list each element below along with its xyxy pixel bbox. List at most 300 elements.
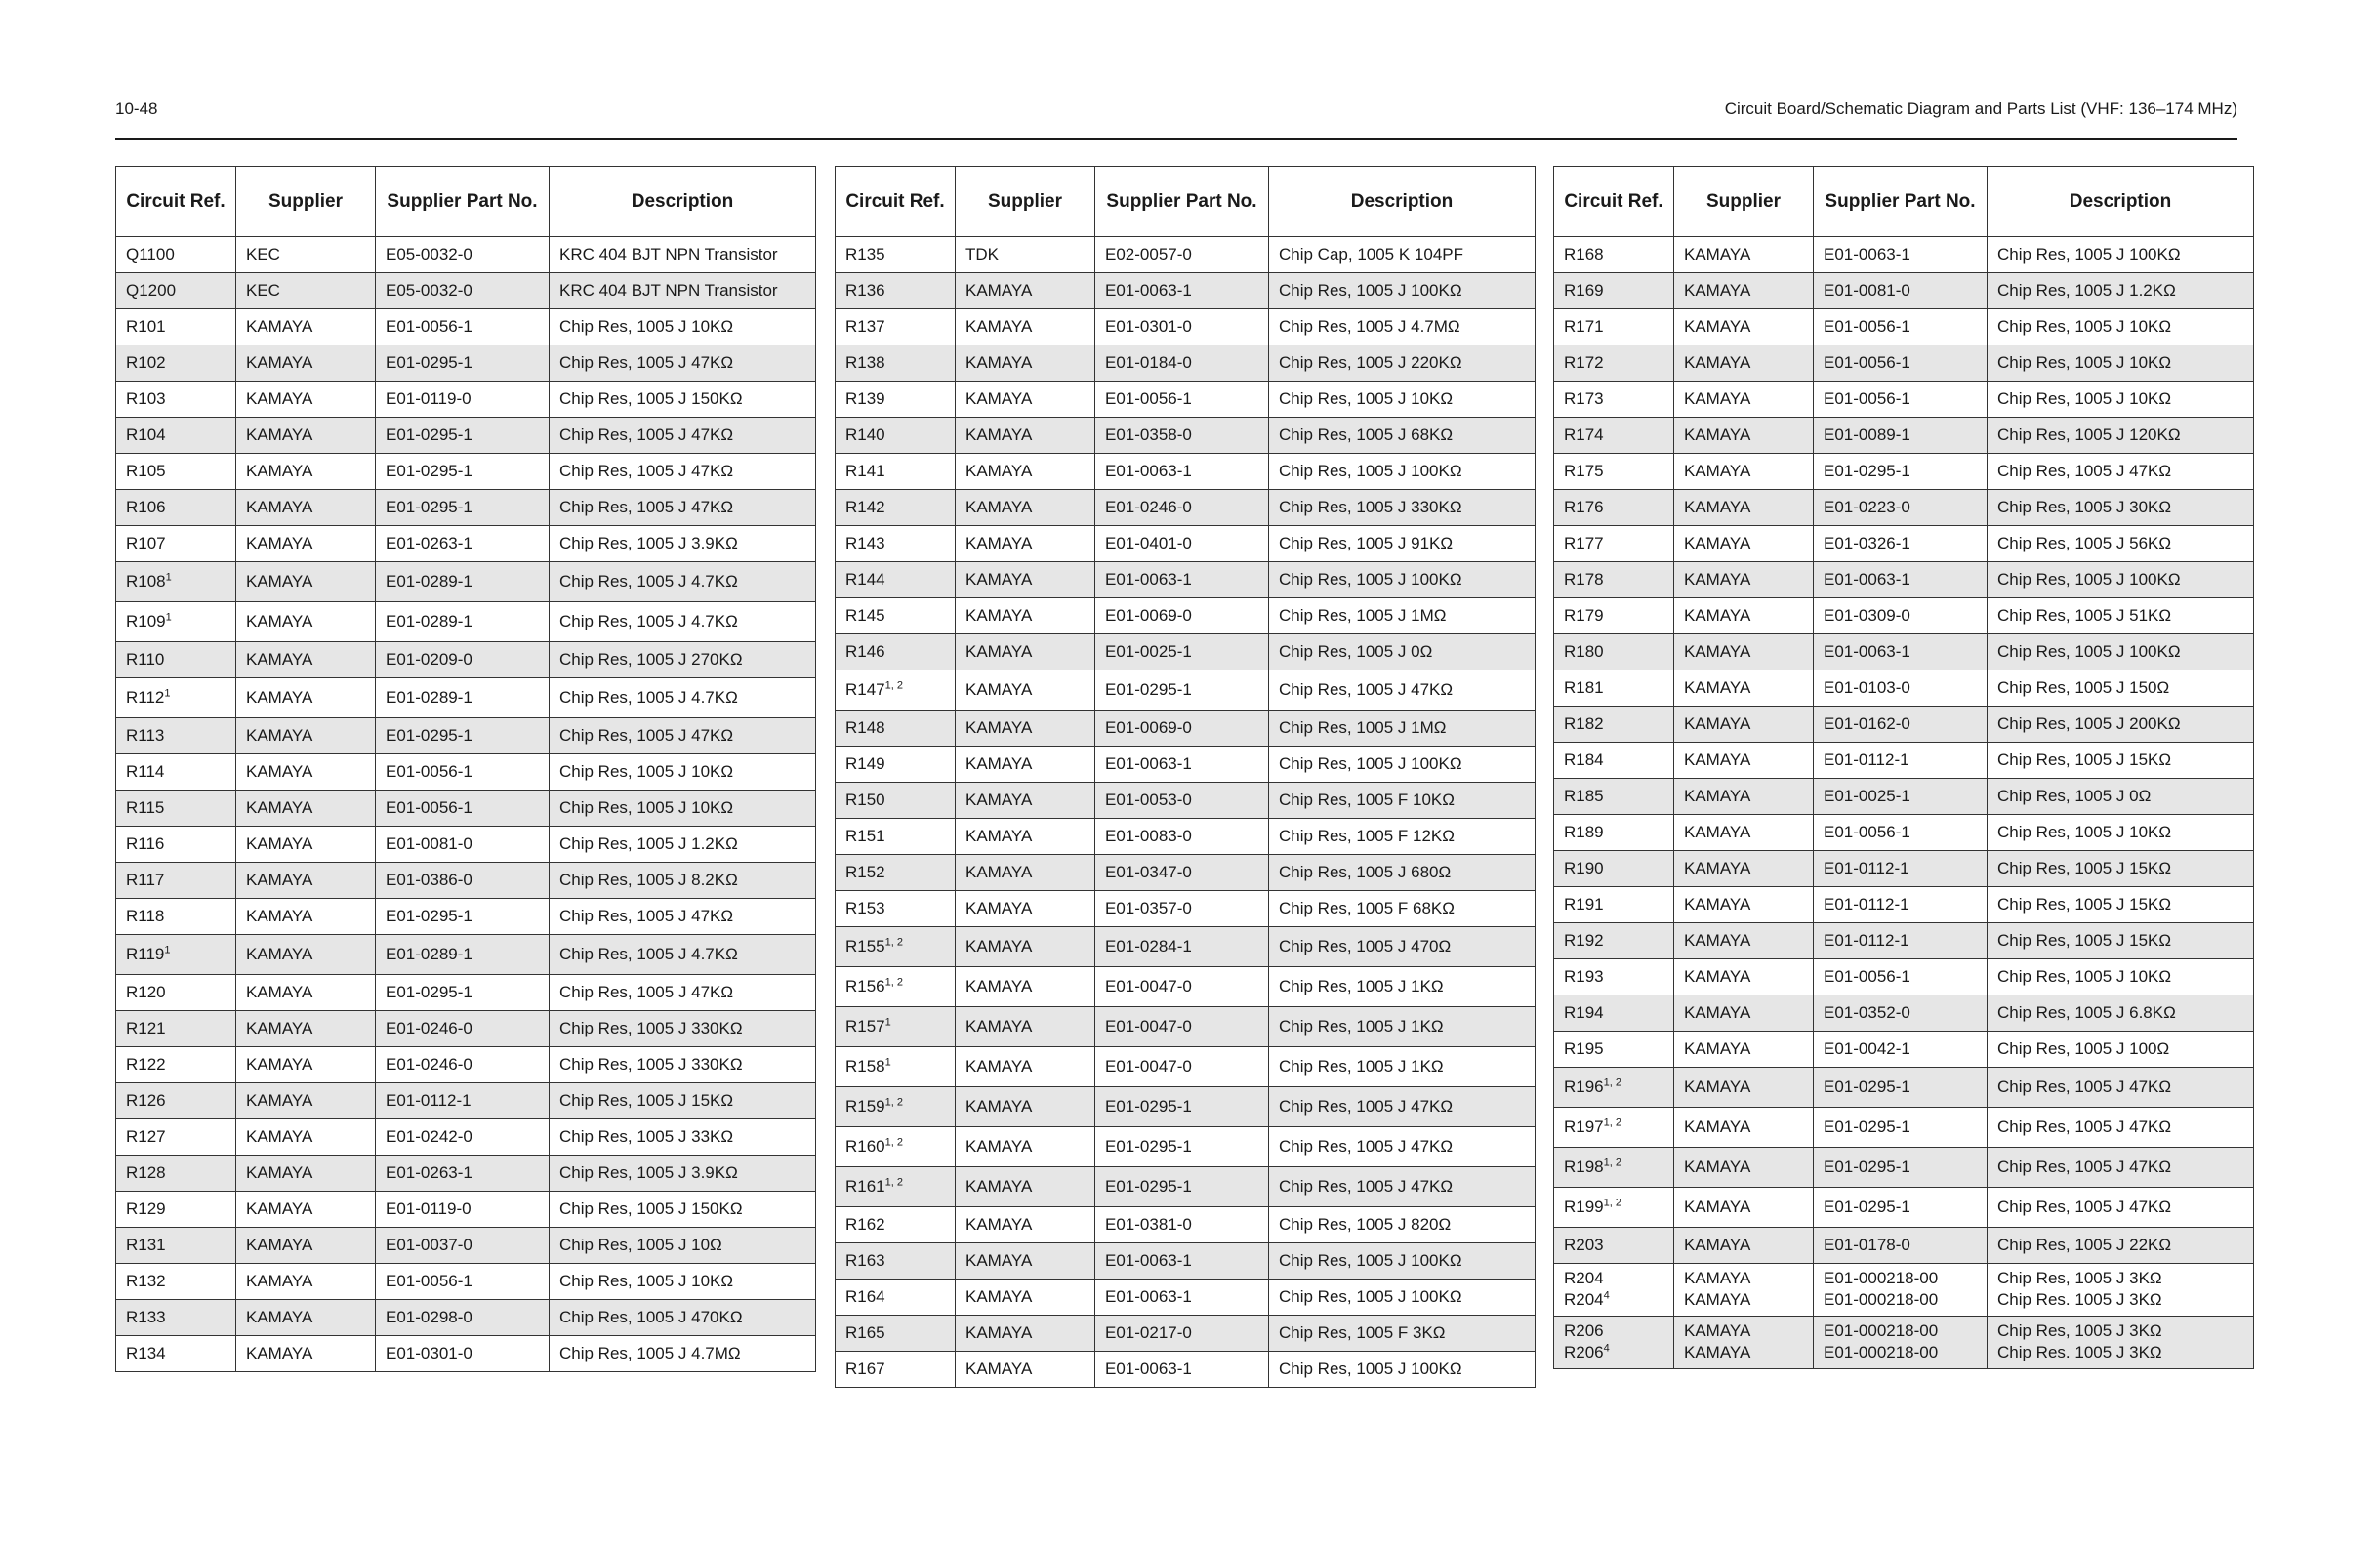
part-number: E01-0063-1 <box>1105 1287 1192 1306</box>
description: Chip Res, 1005 J 22KΩ <box>1997 1236 2172 1254</box>
circuit-ref-cell <box>116 382 236 418</box>
circuit-ref: R156 <box>845 977 885 995</box>
part-number: E01-0295-1 <box>1824 1198 1910 1216</box>
supplier: KAMAYA <box>246 462 313 480</box>
part-number-cell <box>1814 707 1988 743</box>
part-number-cell <box>376 1047 550 1083</box>
supplier: KAMAYA <box>1684 498 1751 516</box>
part-number: E01-0381-0 <box>1105 1215 1192 1234</box>
supplier-cell <box>236 454 376 490</box>
supplier-cell <box>1674 1228 1814 1264</box>
part-number-cell <box>1095 418 1269 454</box>
supplier-cell <box>1674 454 1814 490</box>
supplier-cell <box>1674 418 1814 454</box>
part-number-alt: E01-000218-00 <box>1824 1290 1939 1309</box>
part-number-cell <box>1814 418 1988 454</box>
supplier-cell <box>236 490 376 526</box>
part-number-cell <box>376 899 550 935</box>
part-number: E01-0025-1 <box>1824 787 1910 805</box>
description: Chip Res, 1005 J 100KΩ <box>1279 754 1462 773</box>
description: Chip Res, 1005 J 47KΩ <box>1997 462 2172 480</box>
part-number: E01-0217-0 <box>1105 1323 1192 1342</box>
supplier: KAMAYA <box>965 791 1033 809</box>
supplier-cell <box>956 237 1095 273</box>
table-row <box>1554 670 2254 707</box>
description-cell <box>1269 237 1536 273</box>
part-number: E01-0295-1 <box>386 498 472 516</box>
supplier-alt: KAMAYA <box>1684 1343 1751 1361</box>
supplier-cell <box>956 1167 1095 1207</box>
description: Chip Res, 1005 J 10KΩ <box>559 1272 734 1290</box>
circuit-ref: R168 <box>1564 245 1604 264</box>
description-cell <box>550 863 816 899</box>
supplier-cell <box>956 783 1095 819</box>
part-number-cell <box>1095 670 1269 711</box>
part-number: E01-0246-0 <box>386 1055 472 1074</box>
part-number: E01-0063-1 <box>1105 462 1192 480</box>
part-number-cell <box>1814 887 1988 923</box>
supplier: KAMAYA <box>246 1308 313 1326</box>
description-cell <box>550 1336 816 1372</box>
supplier-cell <box>956 1352 1095 1388</box>
part-number-cell <box>1814 1264 1988 1317</box>
description-cell <box>1269 783 1536 819</box>
supplier: KAMAYA <box>1684 967 1751 986</box>
supplier-cell <box>1674 1148 1814 1188</box>
part-number: E02-0057-0 <box>1105 245 1192 264</box>
circuit-ref-cell <box>1554 959 1674 995</box>
header-circuit-ref: Circuit Ref. <box>836 167 956 237</box>
circuit-ref: R165 <box>845 1323 885 1342</box>
supplier: KAMAYA <box>965 1177 1033 1196</box>
circuit-ref-cell <box>116 754 236 791</box>
circuit-ref: R141 <box>845 462 885 480</box>
part-number: E01-0295-1 <box>1824 1117 1910 1136</box>
circuit-ref-cell <box>116 1264 236 1300</box>
supplier-cell <box>1674 707 1814 743</box>
description: Chip Res, 1005 J 0Ω <box>1997 787 2152 805</box>
part-number: E01-0056-1 <box>1824 823 1910 841</box>
circuit-ref-alt <box>1564 1289 1663 1311</box>
table-row <box>116 1047 816 1083</box>
part-number: E01-0112-1 <box>386 1091 472 1110</box>
part-number-cell <box>376 345 550 382</box>
header-supplier: Supplier <box>956 167 1095 237</box>
part-number-cell <box>376 1300 550 1336</box>
table-row <box>836 819 1536 855</box>
footnote-marker: 1 <box>884 1016 891 1029</box>
supplier: KAMAYA <box>965 353 1033 372</box>
circuit-ref-cell <box>1554 454 1674 490</box>
description-cell <box>1269 1007 1536 1047</box>
description: Chip Res, 1005 J 220KΩ <box>1279 353 1462 372</box>
circuit-ref: R121 <box>126 1019 166 1037</box>
supplier-cell <box>956 1007 1095 1047</box>
circuit-ref-cell <box>116 1047 236 1083</box>
supplier: KAMAYA <box>965 317 1033 336</box>
table-row <box>116 418 816 454</box>
circuit-ref-cell <box>836 273 956 309</box>
part-number: E01-0047-0 <box>1105 1057 1192 1076</box>
description: Chip Res, 1005 J 1MΩ <box>1279 606 1447 625</box>
part-number-cell <box>1814 273 1988 309</box>
table-row <box>116 382 816 418</box>
supplier: KAMAYA <box>1684 281 1751 300</box>
part-number: E01-0056-1 <box>1824 967 1910 986</box>
part-number-cell <box>376 827 550 863</box>
description: Chip Res, 1005 F 68KΩ <box>1279 899 1455 917</box>
circuit-ref: R182 <box>1564 714 1604 733</box>
table-row <box>1554 923 2254 959</box>
circuit-ref-cell <box>836 1316 956 1352</box>
footnote-marker: 1, 2 <box>884 936 903 949</box>
supplier-alt: KAMAYA <box>1684 1290 1751 1309</box>
table-row <box>116 1011 816 1047</box>
circuit-ref-alt <box>1564 1342 1663 1363</box>
table-row <box>116 309 816 345</box>
circuit-ref-cell <box>1554 995 1674 1032</box>
circuit-ref: R146 <box>845 642 885 661</box>
part-number: E01-000218-00 <box>1824 1321 1939 1340</box>
description-cell <box>1269 345 1536 382</box>
circuit-ref-cell <box>1554 670 1674 707</box>
part-number-cell <box>376 418 550 454</box>
description: KRC 404 BJT NPN Transistor <box>559 281 778 300</box>
description: Chip Res, 1005 J 33KΩ <box>559 1127 734 1146</box>
part-number: E01-0309-0 <box>1824 606 1910 625</box>
description-cell <box>1988 887 2254 923</box>
description-cell <box>550 454 816 490</box>
circuit-ref: R195 <box>1564 1039 1604 1058</box>
table-row <box>116 678 816 718</box>
description: Chip Res, 1005 J 91KΩ <box>1279 534 1454 552</box>
circuit-ref-cell <box>836 562 956 598</box>
table-row <box>836 562 1536 598</box>
header-rule <box>115 138 2237 140</box>
description: Chip Res, 1005 J 100Ω <box>1997 1039 2170 1058</box>
part-number-cell <box>376 526 550 562</box>
supplier: KAMAYA <box>246 1055 313 1074</box>
table-row <box>116 935 816 975</box>
circuit-ref: R108 <box>126 572 166 590</box>
table-row <box>836 634 1536 670</box>
supplier: KAMAYA <box>246 871 313 889</box>
circuit-ref: R167 <box>845 1360 885 1378</box>
circuit-ref: R181 <box>1564 678 1604 697</box>
supplier: KAMAYA <box>1684 570 1751 589</box>
supplier-cell <box>956 1243 1095 1280</box>
table-row <box>116 526 816 562</box>
supplier-cell <box>236 1083 376 1119</box>
circuit-ref-cell <box>836 1352 956 1388</box>
part-number-cell <box>1814 779 1988 815</box>
circuit-ref: R138 <box>845 353 885 372</box>
supplier-cell <box>236 863 376 899</box>
description: Chip Res, 1005 J 47KΩ <box>1997 1117 2172 1136</box>
description-cell <box>550 1047 816 1083</box>
circuit-ref: R140 <box>845 426 885 444</box>
table-row <box>1554 851 2254 887</box>
supplier-cell <box>236 754 376 791</box>
supplier: KAMAYA <box>246 317 313 336</box>
supplier-cell <box>236 1192 376 1228</box>
circuit-ref: R157 <box>845 1017 885 1036</box>
part-number: E01-0246-0 <box>1105 498 1192 516</box>
footnote-marker: 1, 2 <box>884 679 903 692</box>
description: Chip Res, 1005 J 4.7KΩ <box>559 572 738 590</box>
supplier: KAMAYA <box>965 389 1033 408</box>
circuit-ref: R171 <box>1564 317 1604 336</box>
part-number: E01-0089-1 <box>1824 426 1910 444</box>
part-number: E01-0069-0 <box>1105 718 1192 737</box>
table-row <box>1554 1108 2254 1148</box>
circuit-ref-cell <box>836 1207 956 1243</box>
supplier: KAMAYA <box>1684 1077 1751 1096</box>
circuit-ref: R194 <box>1564 1003 1604 1022</box>
description-cell <box>550 237 816 273</box>
part-number: E01-0112-1 <box>1824 751 1909 769</box>
description: Chip Res, 1005 J 470Ω <box>1279 937 1452 955</box>
circuit-ref: R199 <box>1564 1198 1604 1216</box>
circuit-ref-cell <box>116 975 236 1011</box>
supplier-cell <box>956 1047 1095 1087</box>
header-circuit-ref: Circuit Ref. <box>1554 167 1674 237</box>
description-cell <box>1269 1127 1536 1167</box>
supplier-cell <box>236 1119 376 1156</box>
footnote-marker: 1, 2 <box>884 1176 903 1189</box>
circuit-ref-cell <box>116 899 236 935</box>
part-number: E01-000218-00 <box>1824 1269 1939 1287</box>
supplier: KAMAYA <box>246 688 313 707</box>
circuit-ref-cell <box>116 935 236 975</box>
part-number-cell <box>1095 1087 1269 1127</box>
supplier: KAMAYA <box>965 1097 1033 1116</box>
footnote-marker: 1, 2 <box>884 976 903 989</box>
circuit-ref: R101 <box>126 317 166 336</box>
part-number-cell <box>1814 382 1988 418</box>
part-number: E01-0081-0 <box>1824 281 1910 300</box>
description: Chip Res, 1005 J 4.7KΩ <box>559 612 738 630</box>
circuit-ref-cell <box>116 562 236 602</box>
part-number-cell <box>1095 1316 1269 1352</box>
part-number: E01-0063-1 <box>1105 570 1192 589</box>
supplier-cell <box>236 1011 376 1047</box>
supplier-cell <box>1674 309 1814 345</box>
footnote-marker: 1 <box>165 611 172 624</box>
supplier-cell <box>1674 887 1814 923</box>
circuit-ref-cell <box>1554 309 1674 345</box>
supplier-cell <box>1674 1317 1814 1369</box>
description: Chip Res, 1005 J 3.9KΩ <box>559 534 738 552</box>
circuit-ref-cell <box>1554 707 1674 743</box>
part-number-cell <box>1814 670 1988 707</box>
part-number-cell <box>1814 1068 1988 1108</box>
description-cell <box>550 1119 816 1156</box>
part-number: E01-0352-0 <box>1824 1003 1910 1022</box>
description: Chip Res, 1005 J 100KΩ <box>1997 245 2181 264</box>
description-cell <box>1269 562 1536 598</box>
description-cell <box>1269 1243 1536 1280</box>
table-row <box>116 975 816 1011</box>
description: Chip Res, 1005 F 10KΩ <box>1279 791 1455 809</box>
circuit-ref-cell <box>1554 851 1674 887</box>
description-cell <box>1269 454 1536 490</box>
description: Chip Res, 1005 J 47KΩ <box>559 426 734 444</box>
part-number: E01-0357-0 <box>1105 899 1192 917</box>
circuit-ref-cell <box>116 863 236 899</box>
description-cell <box>550 642 816 678</box>
circuit-ref-cell <box>1554 1108 1674 1148</box>
description-cell <box>1988 345 2254 382</box>
supplier: KAMAYA <box>246 907 313 925</box>
header-circuit-ref: Circuit Ref. <box>116 167 236 237</box>
description: Chip Res, 1005 J 47KΩ <box>1279 1137 1454 1156</box>
description-cell <box>550 1083 816 1119</box>
description-cell <box>1988 526 2254 562</box>
supplier: KAMAYA <box>965 462 1033 480</box>
supplier-cell <box>236 718 376 754</box>
description-cell <box>550 1300 816 1336</box>
circuit-ref: R176 <box>1564 498 1604 516</box>
table-row <box>116 1156 816 1192</box>
supplier: KAMAYA <box>1684 317 1751 336</box>
description-alt: Chip Res. 1005 J 3KΩ <box>1997 1290 2162 1309</box>
part-number: E05-0032-0 <box>386 245 472 264</box>
description-cell <box>550 899 816 935</box>
description: Chip Res, 1005 J 6.8KΩ <box>1997 1003 2176 1022</box>
description: Chip Res, 1005 J 15KΩ <box>1997 751 2172 769</box>
part-number: E01-0295-1 <box>386 907 472 925</box>
part-number-cell <box>1814 1228 1988 1264</box>
part-number-cell <box>1814 1188 1988 1228</box>
supplier-cell <box>1674 634 1814 670</box>
table-row <box>836 927 1536 967</box>
description: Chip Res, 1005 J 1.2KΩ <box>559 834 738 853</box>
description: Chip Res, 1005 J 47KΩ <box>559 983 734 1001</box>
circuit-ref-cell <box>836 747 956 783</box>
part-number-cell <box>1095 1167 1269 1207</box>
table-row <box>1554 490 2254 526</box>
table-row <box>836 382 1536 418</box>
table-row <box>1554 1188 2254 1228</box>
description-cell <box>1269 526 1536 562</box>
description-cell <box>550 1228 816 1264</box>
circuit-ref: R137 <box>845 317 885 336</box>
description: Chip Res, 1005 J 15KΩ <box>1997 931 2172 950</box>
part-number-cell <box>1814 1032 1988 1068</box>
circuit-ref-cell <box>1554 887 1674 923</box>
part-number-cell <box>1814 454 1988 490</box>
supplier: KAMAYA <box>965 863 1033 881</box>
circuit-ref: R198 <box>1564 1158 1604 1176</box>
circuit-ref-cell <box>836 309 956 345</box>
supplier: KAMAYA <box>965 937 1033 955</box>
part-number-cell <box>376 382 550 418</box>
part-number: E01-0056-1 <box>1824 389 1910 408</box>
supplier-cell <box>1674 562 1814 598</box>
circuit-ref: R127 <box>126 1127 166 1146</box>
supplier: KAMAYA <box>965 534 1033 552</box>
circuit-ref-cell <box>1554 1317 1674 1369</box>
footnote-marker: 4 <box>1603 1342 1610 1355</box>
supplier: KAMAYA <box>1684 931 1751 950</box>
circuit-ref: R131 <box>126 1236 166 1254</box>
description-cell <box>1269 670 1536 711</box>
table-row <box>1554 526 2254 562</box>
header-supplier: Supplier <box>236 167 376 237</box>
supplier-cell <box>1674 851 1814 887</box>
part-number: E01-0063-1 <box>1105 754 1192 773</box>
table-row <box>836 526 1536 562</box>
supplier-cell <box>236 526 376 562</box>
description: Chip Res, 1005 J 0Ω <box>1279 642 1433 661</box>
supplier: KAMAYA <box>1684 678 1751 697</box>
supplier-cell <box>1674 345 1814 382</box>
circuit-ref-cell <box>116 827 236 863</box>
description: Chip Res, 1005 J 100KΩ <box>1279 570 1462 589</box>
part-number-cell <box>1095 1352 1269 1388</box>
description: Chip Res, 1005 J 47KΩ <box>559 498 734 516</box>
table-row <box>116 827 816 863</box>
circuit-ref: R178 <box>1564 570 1604 589</box>
supplier: KAMAYA <box>1684 426 1751 444</box>
part-number: E01-0056-1 <box>386 798 472 817</box>
footnote-marker: 1 <box>164 944 171 956</box>
description-cell <box>1269 1207 1536 1243</box>
table-row <box>836 967 1536 1007</box>
supplier-cell <box>956 454 1095 490</box>
part-number: E01-0056-1 <box>1824 353 1910 372</box>
supplier-cell <box>236 382 376 418</box>
table-row <box>1554 345 2254 382</box>
description: Chip Res, 1005 J 15KΩ <box>559 1091 734 1110</box>
circuit-ref-cell <box>116 1083 236 1119</box>
description-cell <box>1269 819 1536 855</box>
supplier: KAMAYA <box>246 612 313 630</box>
supplier: KAMAYA <box>965 642 1033 661</box>
table-row <box>116 1300 816 1336</box>
footnote-marker: 1, 2 <box>1603 1197 1621 1209</box>
description-cell <box>1988 851 2254 887</box>
table-row <box>1554 779 2254 815</box>
supplier: KAMAYA <box>965 1057 1033 1076</box>
circuit-ref: R126 <box>126 1091 166 1110</box>
description-cell <box>550 273 816 309</box>
circuit-ref-cell <box>836 454 956 490</box>
circuit-ref-cell <box>836 598 956 634</box>
table-row <box>836 454 1536 490</box>
supplier-cell <box>1674 743 1814 779</box>
description-cell <box>1988 382 2254 418</box>
description: Chip Res, 1005 J 10KΩ <box>559 798 734 817</box>
supplier-cell <box>956 1316 1095 1352</box>
supplier: KAMAYA <box>246 534 313 552</box>
part-number: E01-0063-1 <box>1105 1360 1192 1378</box>
supplier: KAMAYA <box>246 945 313 963</box>
circuit-ref: R169 <box>1564 281 1604 300</box>
circuit-ref-cell <box>116 1336 236 1372</box>
description: Chip Res, 1005 J 47KΩ <box>1279 680 1454 699</box>
supplier: KAMAYA <box>965 680 1033 699</box>
table-row <box>836 1007 1536 1047</box>
part-number: E01-0295-1 <box>386 462 472 480</box>
part-number: E01-0289-1 <box>386 612 472 630</box>
part-number-cell <box>1095 855 1269 891</box>
circuit-ref: R120 <box>126 983 166 1001</box>
supplier-cell <box>236 1156 376 1192</box>
description-cell <box>550 382 816 418</box>
part-number-cell <box>376 1119 550 1156</box>
